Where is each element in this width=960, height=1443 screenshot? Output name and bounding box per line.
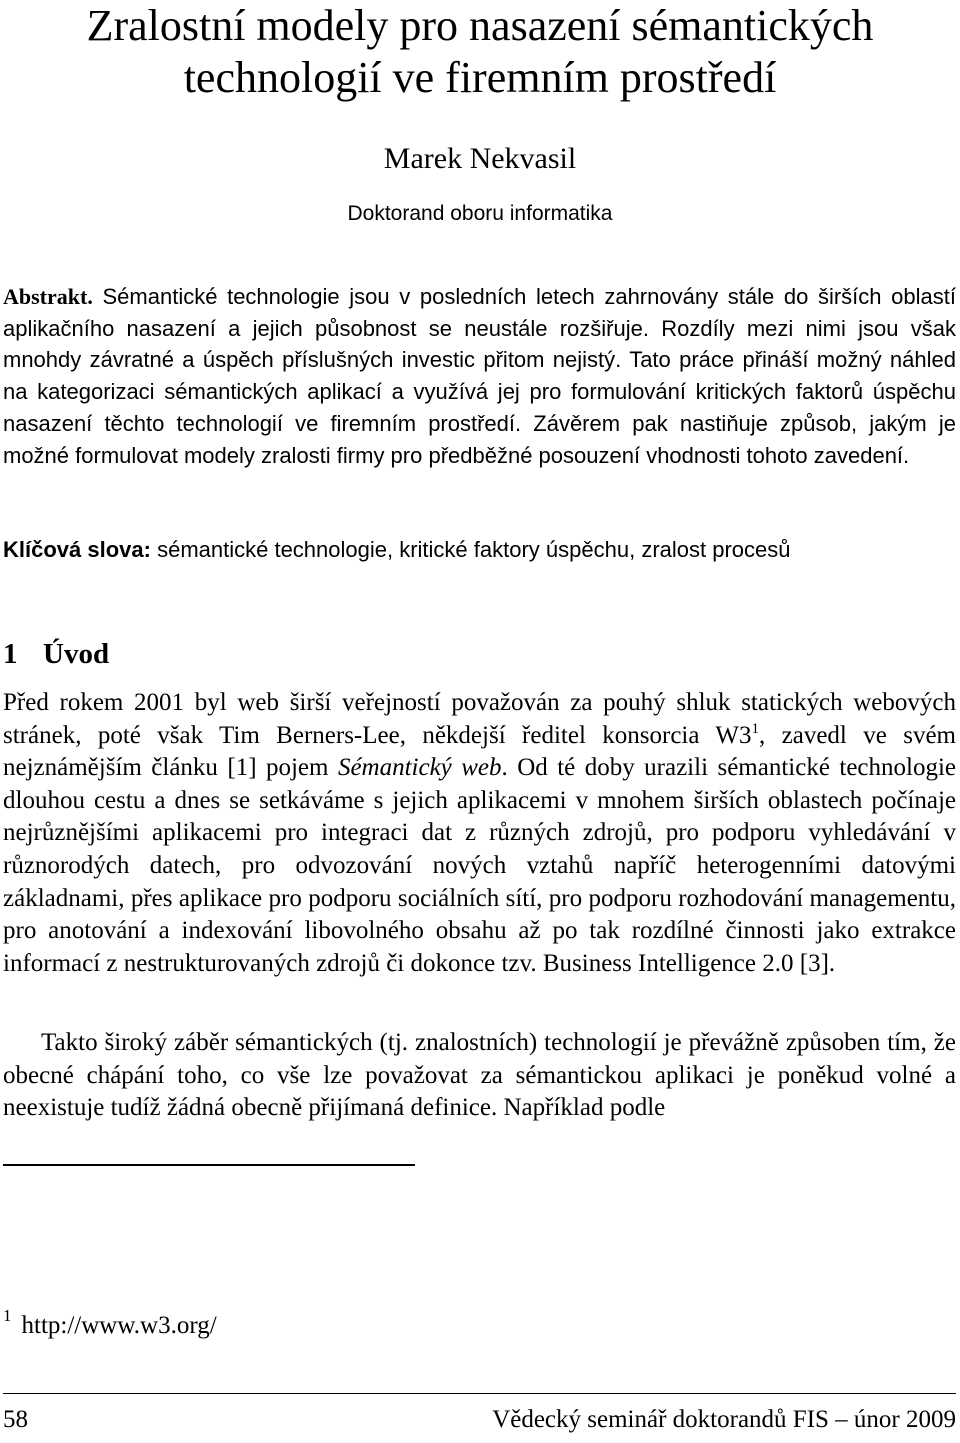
footer-venue: Vědecký seminář doktorandů FIS – únor 2009 [492,1406,956,1433]
footnote [3,1306,217,1342]
abstract-text: Sémantické technologie jsou v posledních letech zahrnovány stále do širších oblastí aplikačního nasazení a jejich působnost se neustále rozšiřuje. Rozdíly mezi nimi jsou však mnohdy závratné a úspěch příslušných investic přitom nejistý. Tato práce přináší možný náhled na kategorizaci sémantických aplikací a využívá jej pro formulování kritických faktorů úspěchu nasazení těchto technologií ve firemním prostředí. Závěrem pak nastiňuje způsob, jakým je možné formulovat modely zralosti firmy pro předběžné posouzení vhodnosti tohoto zavedení. [3,284,956,468]
footer-separator [3,1393,956,1394]
author-affiliation: Doktorand oboru informatika [347,202,613,225]
section-heading [3,634,109,674]
section-number: 1 [3,638,18,670]
body-paragraph: Takto široký záběr sémantických (tj. znalostních) technologií je převážně způsoben tím, že obecné chápání toho, co vše lze považovat za sémantickou aplikaci je poněkud volné a neexistuje tudíž žádná obecně přijímaná definice. Například podle [3,1029,956,1122]
footnote-separator [3,1164,415,1166]
paragraph-text: , zavedl ve svém nejznámějším článku [1] pojem [3,721,956,782]
section-title: Úvod [43,638,110,670]
abstract-label: Abstrakt. [3,284,93,309]
paper-title: Zralostní modely pro nasazení sémantických technologií ve firemním prostředí [86,1,874,102]
footnote-text: http://www.w3.org/ [21,1312,217,1339]
abstract [3,281,956,471]
keywords [3,534,956,566]
keywords-label: Klíčová slova: [3,537,151,562]
keywords-text: sémantické technologie, kritické faktory úspěchu, zralost procesů [157,537,791,562]
body-paragraph [3,687,956,980]
footnote-reference: 1 [751,720,759,737]
paragraph-text: . Od té doby urazili sémantické technologie dlouhou cestu a dnes se setkáváme s jejich aplikacemi v mnohem širších oblastech počínaje nejrůznějšími aplikacemi pro integraci dat z různých zdrojů, pro podporu vyhledávání v různorodých datech, pro odvozování nových vztahů napříč heterogenními datovými základnami, přes aplikace pro podporu sociálních sítí, pro podporu rozhodování managementu, pro anotování a indexování libovolného obsahu až po tak rozdílné činnosti jako extrakce informací z nestrukturovaných zdrojů či dokonce tzv. Business Intelligence 2.0 [3]. [3,754,956,977]
paragraph-text: Před rokem 2001 byl web širší veřejností považován za pouhý shluk statických webových stránek, poté však Tim Berners-Lee, někdejší ředitel konsorcia W3 [3,689,956,749]
page-number: 58 [3,1406,28,1433]
footnote-number: 1 [3,1306,12,1325]
author-name: Marek Nekvasil [383,142,577,175]
emphasized-term: Sémantický web [337,754,502,782]
